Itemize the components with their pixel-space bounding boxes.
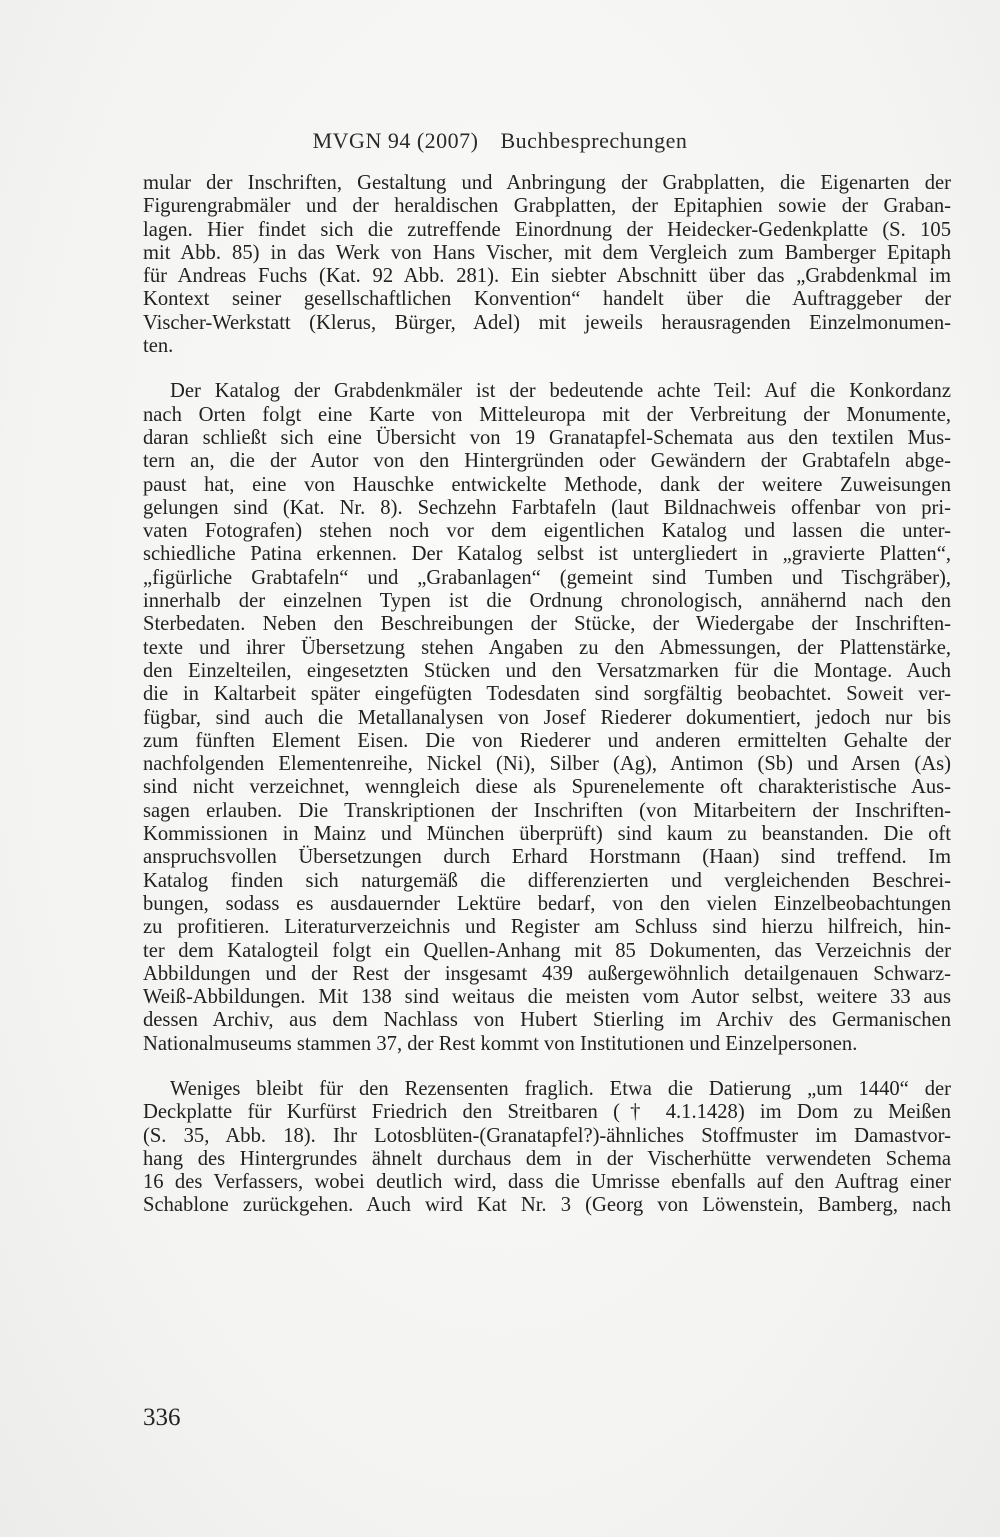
text-line: zu profitieren. Literaturverzeichnis und Register am Schluss sind hierzu hilfreich, hin- — [143, 916, 951, 939]
text-line: die in Kaltarbeit später eingefügten Todesdaten sind sorgfältig beobachtet. Soweit ver- — [143, 683, 951, 706]
text-line: (S. 35, Abb. 18). Ihr Lotosblüten-(Granatapfel?)-ähnliches Stoffmuster im Damastvor- — [143, 1124, 951, 1147]
text-line: schiedliche Patina erkennen. Der Katalog selbst ist untergliedert in „gravierte Platten“, — [143, 543, 951, 566]
text-line: vaten Fotografen) stehen noch vor dem eigentlichen Katalog und lassen die unter- — [143, 520, 951, 543]
text-line: mit Abb. 85) in das Werk von Hans Vischer, mit dem Vergleich zum Bamberger Epitaph — [143, 241, 951, 264]
text-line: daran schließt sich eine Übersicht von 19 Granatapfel-Schemata aus den textilen Mus- — [143, 426, 951, 449]
text-line: Kommissionen in Mainz und München überprüft) sind kaum zu beanstanden. Die oft — [143, 823, 951, 846]
text-line: sagen erlauben. Die Transkriptionen der Inschriften (von Mitarbeitern der Inschriften- — [143, 799, 951, 822]
text-line: gelungen sind (Kat. Nr. 8). Sechzehn Farbtafeln (laut Bildnachweis offenbar von pri- — [143, 496, 951, 519]
text-line: Weiß-Abbildungen. Mit 138 sind weitaus die meisten vom Autor selbst, weitere 33 aus — [143, 986, 951, 1009]
text-line: Weniges bleibt für den Rezensenten fraglich. Etwa die Datierung „um 1440“ der — [170, 1077, 951, 1100]
text-line: Figurengrabmäler und der heraldischen Grabplatten, der Epitaphien sowie der Graban- — [143, 195, 951, 218]
text-line: ter dem Katalogteil folgt ein Quellen-Anhang mit 85 Dokumenten, das Verzeichnis der — [143, 939, 951, 962]
text-line: für Andreas Fuchs (Kat. 92 Abb. 281). Ein siebter Abschnitt über das „Grabdenkmal im — [143, 265, 951, 288]
text-line: Der Katalog der Grabdenkmäler ist der bedeutende achte Teil: Auf die Konkordanz — [170, 380, 951, 403]
text-line: nach Orten folgt eine Karte von Mitteleuropa mit der Verbreitung der Monumente, — [143, 403, 951, 426]
text-line: 16 des Verfassers, wobei deutlich wird, dass die Umrisse ebenfalls auf den Auftrag einer — [143, 1171, 951, 1194]
paragraph — [143, 172, 951, 358]
text-line: tern an, die der Autor von den Hintergründen oder Gewändern der Grabtafeln abge- — [143, 450, 951, 473]
text-line: anspruchsvollen Übersetzungen durch Erhard Horstmann (Haan) sind treffend. Im — [143, 846, 951, 869]
text-line: sind nicht verzeichnet, wenngleich diese als Spurenelemente oft charakteristische Aus- — [143, 776, 951, 799]
text-line: den Einzelteilen, eingesetzten Stücken und den Versatzmarken für die Montage. Auch — [143, 659, 951, 682]
text-line: Nationalmuseums stammen 37, der Rest kommt von Institutionen und Einzelpersonen. — [143, 1032, 858, 1055]
paragraph — [143, 1078, 951, 1218]
text-line: „figürliche Grabtafeln“ und „Grabanlagen“ (gemeint sind Tumben und Tischgräber), — [143, 566, 951, 589]
running-head — [0, 128, 1000, 154]
text-line: hang des Hintergrundes ähnelt durchaus dem in der Vischerhütte verwendeten Schema — [143, 1147, 951, 1170]
text-line: zum fünften Element Eisen. Die von Riederer und anderen ermittelten Gehalte der — [143, 729, 951, 752]
text-line: Deckplatte für Kurfürst Friedrich den Streitbaren († 4.1.1428) im Dom zu Meißen — [143, 1101, 951, 1124]
journal-citation: MVGN 94 (2007) — [312, 128, 479, 153]
text-line: texte und ihrer Übersetzung stehen Angaben zu den Abmessungen, der Plattenstärke, — [143, 636, 951, 659]
text-line: Kontext seiner gesellschaftlichen Konvention“ handelt über die Auftraggeber der — [143, 288, 951, 311]
text-line: Vischer-Werkstatt (Klerus, Bürger, Adel) mit jeweils herausragenden Einzelmonumen- — [143, 311, 951, 334]
page-number: 336 — [143, 1404, 181, 1431]
text-line: innerhalb der einzelnen Typen ist die Ordnung chronologisch, annähernd nach den — [143, 590, 951, 613]
text-line: Schablone zurückgehen. Auch wird Kat Nr. 3 (Georg von Löwenstein, Bamberg, nach — [143, 1194, 951, 1217]
paragraph — [143, 380, 951, 1056]
text-line: paust hat, eine von Hauschke entwickelte Methode, dank der weitere Zuweisungen — [143, 473, 951, 496]
text-line: Abbildungen und der Rest der insgesamt 439 außergewöhnlich detailgenauen Schwarz- — [143, 962, 951, 985]
review-text-body — [143, 172, 951, 1218]
text-line: mular der Inschriften, Gestaltung und Anbringung der Grabplatten, die Eigenarten der — [143, 172, 951, 194]
section-title: Buchbesprechungen — [500, 128, 688, 153]
text-line: fügbar, sind auch die Metallanalysen von Josef Riederer dokumentiert, jedoch nur bis — [143, 706, 951, 729]
text-line: dessen Archiv, aus dem Nachlass von Hubert Stierling im Archiv des Germanischen — [143, 1009, 951, 1032]
text-line: lagen. Hier findet sich die zutreffende Einordnung der Heidecker-Gedenkplatte (S. 105 — [143, 218, 951, 241]
text-line: ten. — [143, 335, 174, 358]
text-line: nachfolgenden Elementenreihe, Nickel (Ni), Silber (Ag), Antimon (Sb) und Arsen (As) — [143, 753, 951, 776]
text-line: Katalog finden sich naturgemäß die differenzierten und vergleichenden Beschrei- — [143, 869, 951, 892]
text-line: Sterbedaten. Neben den Beschreibungen der Stücke, der Wiedergabe der Inschriften- — [143, 613, 951, 636]
text-line: bungen, sodass es ausdauernder Lektüre bedarf, von den vielen Einzelbeobachtungen — [143, 892, 951, 915]
